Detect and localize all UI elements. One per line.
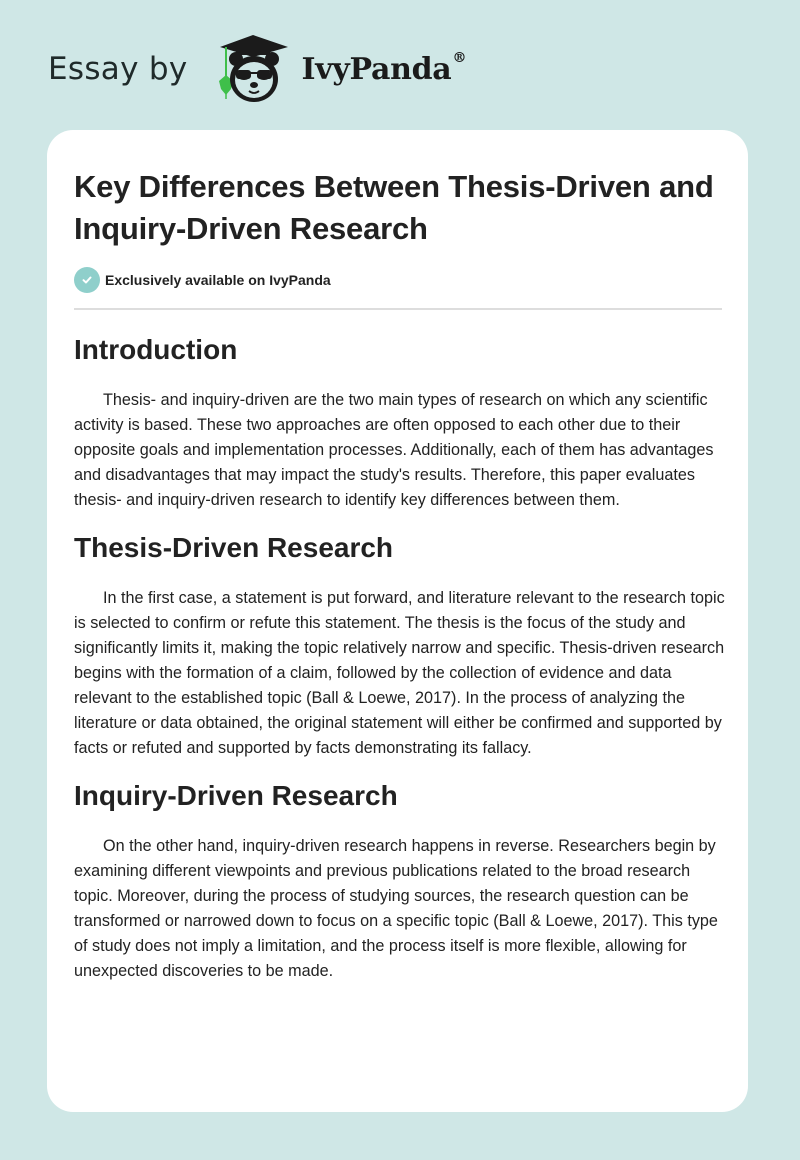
- essay-by-label: Essay by: [48, 51, 188, 87]
- check-circle-icon: [74, 267, 100, 293]
- section-inquiry-driven: [74, 779, 722, 984]
- exclusive-label: Exclusively available on IvyPanda: [105, 272, 331, 288]
- section-paragraph: Thesis- and inquiry-driven are the two main types of research on which any scientific activity is based. These two approaches are often opposed to each other due to their opposite goals and implementation processes. Additionally, each of them has advantages and disadvantages that may impact the study's results. Therefore, this paper evaluates thesis- and inquiry-driven research to identify key differences between them.: [74, 391, 714, 509]
- section-paragraph: On the other hand, inquiry-driven research happens in reverse. Researchers begin by examining different viewpoints and previous publications related to the broad research topic. Moreover, during the process of studying sources, the research question can be transformed or narrowed down to focus on a specific topic (Ball & Loewe, 2017). This type of study does not imply a limitation, and the process itself is more flexible, allowing for unexpected discoveries to be made.: [74, 837, 718, 980]
- section-paragraph: In the first case, a statement is put forward, and literature relevant to the research topic is selected to confirm or refute this statement. The thesis is the focus of the study and significantly limits it, making the topic relatively narrow and specific. Thesis-driven research begins with the formation of a claim, followed by the collection of evidence and data relevant to the established topic (Ball & Loewe, 2017). In the process of analyzing the literature or data obtained, the original statement will either be confirmed and supported by facts or refuted and supported by facts demonstrating its fallacy.: [74, 589, 725, 757]
- section-heading: Thesis-Driven Research: [74, 532, 394, 563]
- section-introduction: [74, 333, 722, 513]
- brand-name[interactable]: IvyPanda®: [301, 49, 467, 87]
- section-heading: Introduction: [74, 334, 238, 365]
- section-heading: Inquiry-Driven Research: [74, 780, 398, 811]
- divider: [74, 308, 722, 310]
- essay-card: [47, 130, 748, 1112]
- section-thesis-driven: [74, 531, 725, 761]
- panda-graduate-icon[interactable]: [206, 33, 296, 105]
- page-title: Key Differences Between Thesis-Driven and Inquiry-Driven Research: [74, 169, 714, 246]
- registered-mark: ®: [452, 49, 467, 66]
- exclusive-badge: [74, 267, 722, 293]
- brand-header: [48, 34, 466, 104]
